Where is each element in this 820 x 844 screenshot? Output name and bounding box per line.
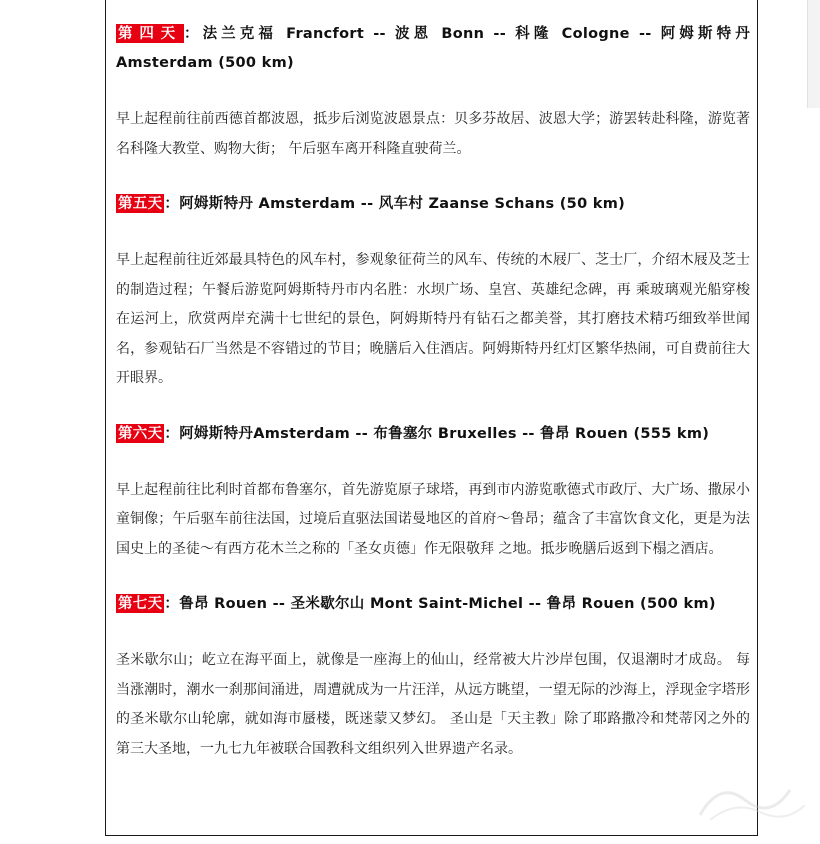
day-4-route: ：法兰克福 Francfort -- 波恩 Bonn -- 科隆 Cologne -- 阿姆斯特丹 Amsterdam (500 km) — [116, 26, 751, 71]
day-6-description: 早上起程前往比利时首都布鲁塞尔，首先游览原子球塔，再到市内游览歌德式市政厅、大广场、撒尿小童铜像；午后驱车前往法国，过境后直驱法国诺曼地区的首府～鲁昂；蕴含了丰富饮食文化，更是为法国史上的圣徒～有西方花木兰之称的「圣女贞德」作无限敬拜 之地。抵步晚膳后返到下榻之酒店。 — [116, 481, 750, 557]
day-6-route: ：阿姆斯特丹Amsterdam -- 布鲁塞尔 Bruxelles -- 鲁昂 Rouen (555 km) — [164, 425, 710, 442]
window-scrollbar-strip — [807, 0, 820, 108]
day-5-description: 早上起程前往近郊最具特色的风车村，参观象征荷兰的风车、传统的木屐厂、芝士厂，介绍木屐及芝士的制造过程；午餐后游览阿姆斯特丹市内名胜：水坝广场、皇宫、英雄纪念碑，再 乘玻璃观光船穿梭在运河上，欣赏两岸充满十七世纪的景色，阿姆斯特丹有钻石之都美誉，其打磨技术精巧细致举世闻名，参观钻石厂当然是不容错过的节目；晚膳后入住酒店。阿姆斯特丹红灯区繁华热闹，可自费前往大开眼界。 — [116, 252, 750, 386]
day-7-description: 圣米歇尔山；屹立在海平面上，就像是一座海上的仙山，经常被大片沙岸包围，仅退潮时才成岛。 每当涨潮时，潮水一刹那间涌进，周遭就成为一片汪洋，从远方眺望，一望无际的沙海上，浮现金字塔形的圣米歇尔山轮廓，就如海市蜃楼，既迷蒙又梦幻。 圣山是「天主教」除了耶路撒冷和梵蒂冈之外的第三大圣地，一九七九年被联合国教科文组织列入世界遗产名录。 — [116, 652, 750, 757]
day-6-heading — [116, 419, 750, 449]
day-6-tag: 第六天 — [118, 424, 163, 442]
day-7-route: ：鲁昂 Rouen -- 圣米歇尔山 Mont Saint-Michel -- 鲁昂 Rouen (500 km) — [164, 596, 716, 612]
day-7-heading — [116, 589, 750, 619]
day-5-tag: 第五天 — [118, 195, 163, 212]
document-page — [105, 0, 758, 836]
day-5-heading — [116, 189, 750, 219]
day-4-heading — [116, 19, 750, 78]
day-4-description: 早上起程前往前西德首都波恩，抵步后浏览波恩景点：贝多芬故居、波恩大学；游罢转赴科隆，游览著名科隆大教堂、购物大街； 午后驱车离开科隆直驶荷兰。 — [116, 111, 750, 157]
watermark-logo — [690, 770, 810, 830]
day-5-route: ：阿姆斯特丹 Amsterdam -- 风车村 Zaanse Schans (50 km) — [164, 196, 626, 212]
itinerary-content — [116, 19, 750, 764]
day-7-tag: 第七天 — [118, 595, 163, 612]
day-4-tag: 第四天 — [118, 25, 182, 42]
